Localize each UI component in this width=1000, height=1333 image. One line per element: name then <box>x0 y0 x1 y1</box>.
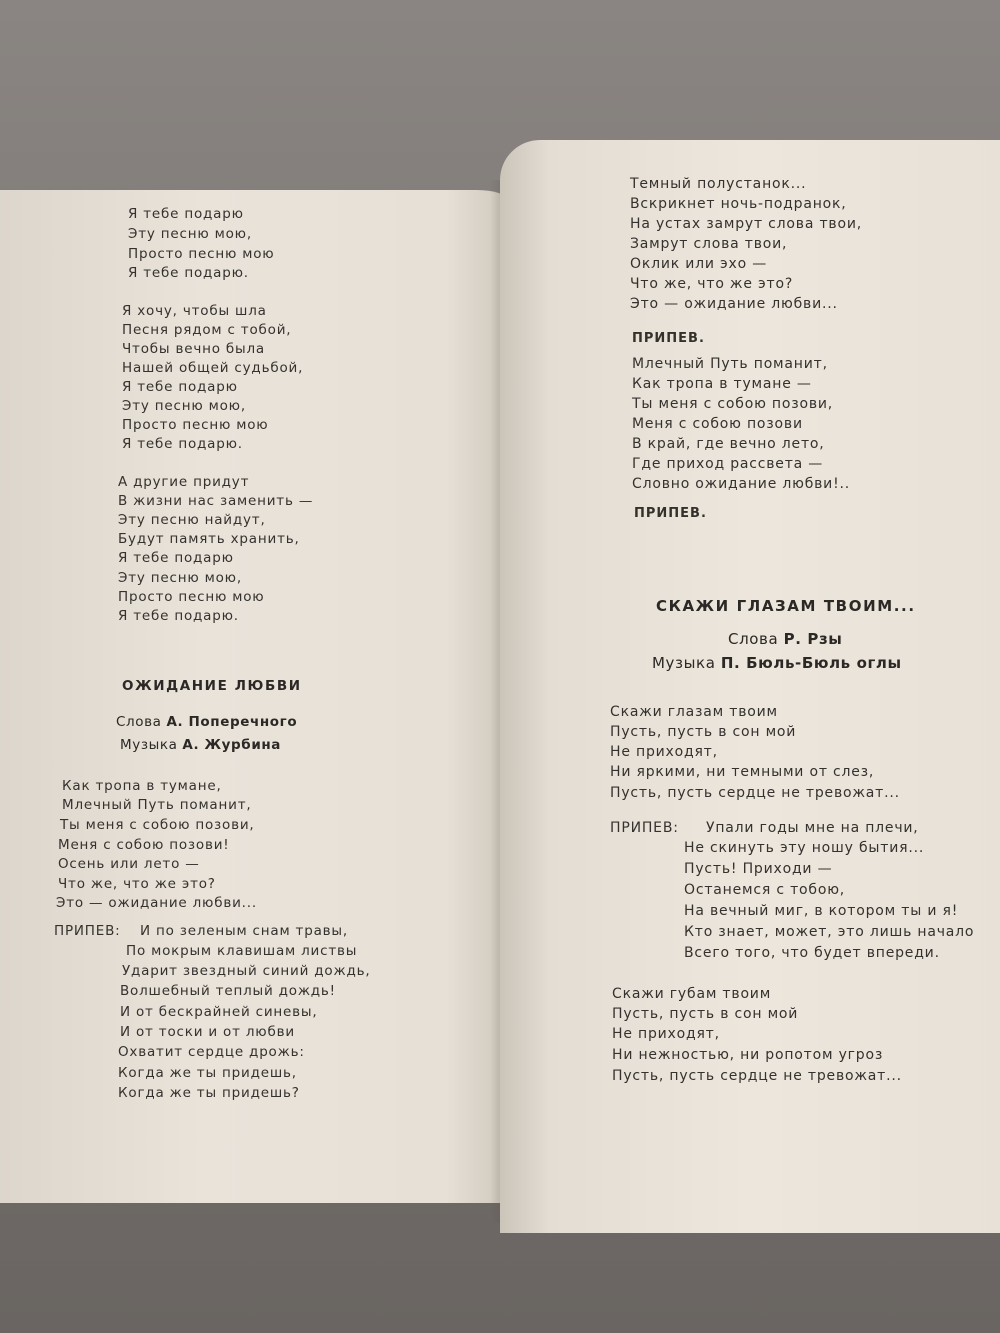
credit-prefix: Музыка <box>120 737 178 753</box>
song3-verse2-line: Скажи губам твоим <box>612 986 772 1002</box>
song3-verse2-line: Пусть, пусть сердце не тревожат... <box>612 1068 902 1084</box>
right-verse-line: Темный полустанок... <box>630 176 807 192</box>
credit-prefix: Музыка <box>652 654 716 672</box>
right-verse-line: Замрут слова твои, <box>630 236 788 252</box>
song2-verse-line: Млечный Путь поманит, <box>62 797 252 813</box>
song2-chorus-label: ПРИПЕВ: <box>54 923 121 939</box>
credit-author: Р. Рзы <box>783 630 843 648</box>
song2-chorus-line: И от тоски и от любви <box>120 1024 295 1040</box>
left-verse3-line: Я тебе подарю <box>118 550 234 566</box>
left-verse1-line: Просто песню мою <box>128 246 275 262</box>
left-verse1-line: Я тебе подарю <box>128 206 244 222</box>
left-verse2-line: Песня рядом с тобой, <box>122 322 292 338</box>
right-verse-line: Меня с собою позови <box>632 416 803 432</box>
left-verse2-line: Я тебе подарю. <box>122 436 243 452</box>
left-verse2-line: Просто песню мою <box>122 417 269 433</box>
left-verse2-line: Эту песню мою, <box>122 398 246 414</box>
song-title-ozhidanie: ОЖИДАНИЕ ЛЮБВИ <box>122 678 302 694</box>
song3-verse-line: Не приходят, <box>610 744 718 760</box>
left-verse3-line: Я тебе подарю. <box>118 608 239 624</box>
left-verse2-line: Чтобы вечно была <box>122 341 265 357</box>
left-verse1-line: Я тебе подарю. <box>128 265 249 281</box>
credit-prefix: Слова <box>728 630 779 648</box>
song2-chorus-line: Ударит звездный синий дождь, <box>122 963 371 979</box>
song3-verse-line: Ни яркими, ни темными от слез, <box>610 764 875 780</box>
song3-verse-line: Пусть, пусть в сон мой <box>610 724 797 740</box>
song3-chorus-label: ПРИПЕВ: <box>610 820 679 836</box>
song2-verse-line: Что же, что же это? <box>58 876 216 892</box>
right-verse-line: На устах замрут слова твои, <box>630 216 862 232</box>
right-verse-line: Как тропа в тумане — <box>632 376 812 392</box>
left-page <box>0 190 507 1203</box>
chorus-reference: ПРИПЕВ. <box>632 331 705 346</box>
song3-verse-line: Пусть, пусть сердце не тревожат... <box>610 785 900 801</box>
left-verse3-line: Эту песню найдут, <box>118 512 266 528</box>
left-verse3-line: Будут память хранить, <box>118 531 300 547</box>
song3-chorus-line: Пусть! Приходи — <box>684 861 833 877</box>
song2-chorus-line: И по зеленым снам травы, <box>140 923 348 939</box>
song2-chorus-line: Волшебный теплый дождь! <box>120 983 336 999</box>
song3-verse2-line: Ни нежностью, ни ропотом угроз <box>612 1047 884 1063</box>
song2-verse-line: Как тропа в тумане, <box>62 778 222 794</box>
song-title-skazhi: СКАЖИ ГЛАЗАМ ТВОИМ... <box>656 597 916 615</box>
song2-verse-line: Ты меня с собою позови, <box>60 817 255 833</box>
right-verse-line: В край, где вечно лето, <box>632 436 825 452</box>
credit-author: А. Поперечного <box>166 714 298 730</box>
credit-prefix: Слова <box>116 714 162 730</box>
left-verse3-line: Просто песню мою <box>118 589 265 605</box>
song2-verse-line: Осень или лето — <box>58 856 200 872</box>
song2-chorus-line: Когда же ты придешь? <box>118 1085 300 1101</box>
song3-lyrics-credit <box>728 630 842 648</box>
chorus-reference: ПРИПЕВ. <box>634 506 707 521</box>
left-verse2-line: Я хочу, чтобы шла <box>122 303 267 319</box>
left-verse3-line: Эту песню мою, <box>118 570 242 586</box>
song3-chorus-line: Не скинуть эту ношу бытия... <box>684 840 925 856</box>
song2-music-credit <box>120 737 281 753</box>
right-verse-line: Оклик или эхо — <box>630 256 768 272</box>
left-verse3-line: В жизни нас заменить — <box>118 493 314 509</box>
credit-author: А. Журбина <box>182 737 282 753</box>
song2-chorus-line: Когда же ты придешь, <box>118 1065 297 1081</box>
song2-verse-line: Меня с собою позови! <box>58 837 230 853</box>
song3-chorus-line: Всего того, что будет впереди. <box>684 945 940 961</box>
song2-chorus-line: Охватит сердце дрожь: <box>118 1044 305 1060</box>
right-verse-line: Что же, что же это? <box>630 276 794 292</box>
right-verse-line: Словно ожидание любви!.. <box>632 476 850 492</box>
right-verse-line: Млечный Путь поманит, <box>632 356 828 372</box>
right-verse-line: Вскрикнет ночь-подранок, <box>630 196 847 212</box>
left-verse2-line: Я тебе подарю <box>122 379 238 395</box>
song2-chorus-line: По мокрым клавишам листвы <box>126 943 358 959</box>
song3-chorus-line: Упали годы мне на плечи, <box>706 820 919 836</box>
credit-author: П. Бюль-Бюль оглы <box>720 654 902 672</box>
right-verse-line: Это — ожидание любви... <box>630 296 838 312</box>
right-page <box>500 140 1000 1233</box>
song3-music-credit <box>652 654 902 672</box>
left-verse2-line: Нашей общей судьбой, <box>122 360 304 376</box>
song3-chorus-line: На вечный миг, в котором ты и я! <box>684 903 959 919</box>
song3-chorus-line: Останемся с тобою, <box>684 882 846 898</box>
right-verse-line: Где приход рассвета — <box>632 456 824 472</box>
song2-verse-line: Это — ожидание любви... <box>56 895 257 911</box>
song3-verse2-line: Не приходят, <box>612 1026 720 1042</box>
left-verse3-line: А другие придут <box>118 474 250 490</box>
song2-lyrics-credit <box>116 714 297 730</box>
song3-chorus-line: Кто знает, может, это лишь начало <box>684 924 975 940</box>
left-verse1-line: Эту песню мою, <box>128 226 252 242</box>
open-book <box>0 140 1000 1333</box>
song3-verse2-line: Пусть, пусть в сон мой <box>612 1006 799 1022</box>
song3-verse-line: Скажи глазам твоим <box>610 704 778 720</box>
right-verse-line: Ты меня с собою позови, <box>632 396 834 412</box>
song2-chorus-line: И от бескрайней синевы, <box>120 1004 318 1020</box>
